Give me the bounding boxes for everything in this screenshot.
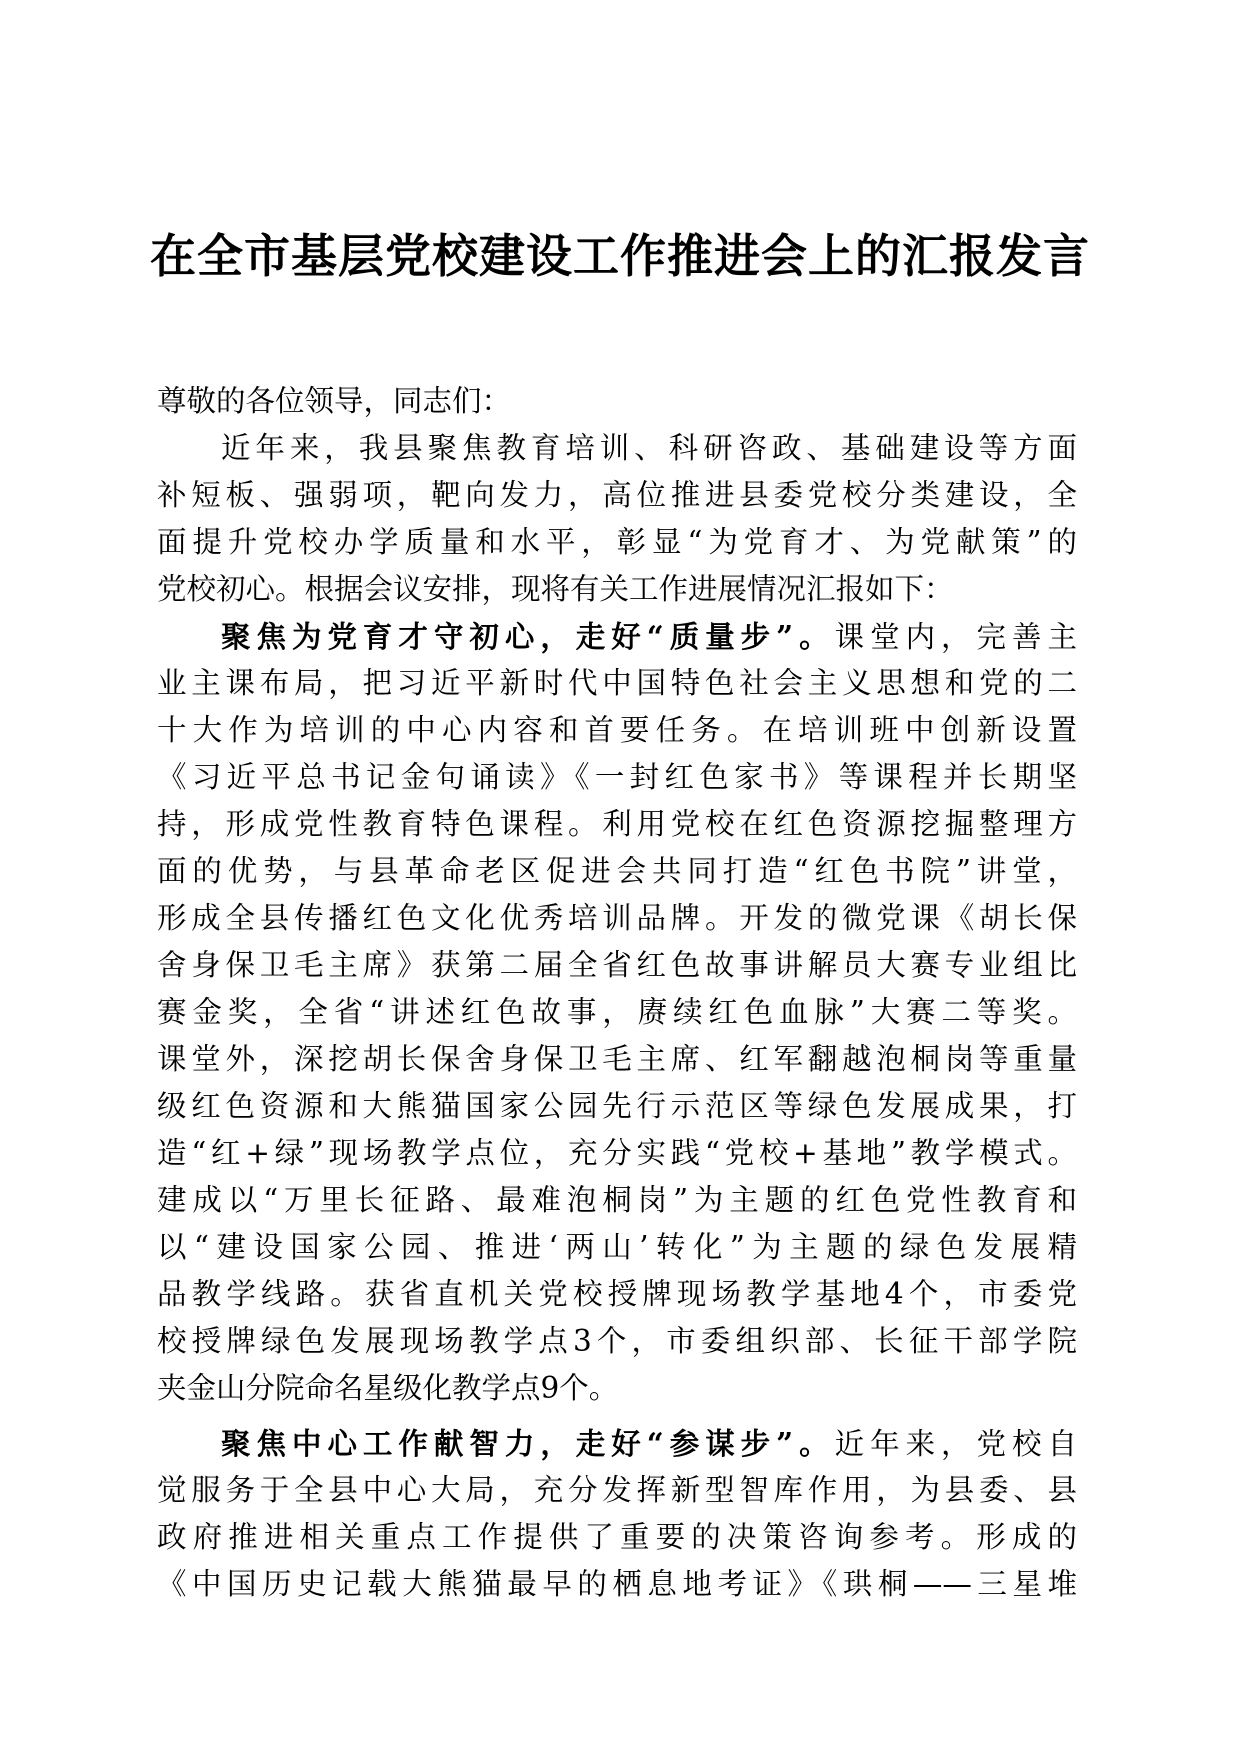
paragraph-text: 近年来，党校自 [834, 1427, 1077, 1461]
paragraph-line: 政府推进相关重点工作提供了重要的决策咨询参考。形成的 [157, 1520, 1077, 1554]
section-heading: 聚焦中心工作献智力，走好“参谋步”。 [221, 1426, 835, 1461]
paragraph-line: 觉服务于全县中心大局，充分发挥新型智库作用，为县委、县 [157, 1473, 1077, 1507]
section-first-line [157, 1420, 1077, 1467]
paragraph-line: 面的优势，与县革命老区促进会共同打造“红色书院”讲堂， [157, 854, 1077, 888]
paragraph-gap [157, 1412, 1077, 1420]
document-title: 在全市基层党校建设工作推进会上的汇报发言 [150, 229, 1090, 283]
paragraph-line: 党校初心。根据会议安排，现将有关工作进展情况汇报如下： [157, 572, 954, 606]
paragraph-line: 以“建设国家公园、推进‘两山’转化”为主题的绿色发展精 [157, 1230, 1077, 1264]
paragraph-line: 形成全县传播红色文化优秀培训品牌。开发的微党课《胡长保 [157, 901, 1077, 935]
paragraph-line: 品教学线路。获省直机关党校授牌现场教学基地4个，市委党 [157, 1277, 1077, 1311]
paragraph-line: 夹金山分院命名星级化教学点9个。 [157, 1371, 619, 1405]
paragraph-line: 校授牌绿色发展现场教学点3个，市委组织部、长征干部学院 [157, 1324, 1077, 1358]
paragraph-line: 面提升党校办学质量和水平，彰显“为党育才、为党献策”的 [157, 525, 1077, 559]
paragraph-line: 补短板、强弱项，靶向发力，高位推进县委党校分类建设，全 [157, 478, 1077, 512]
paragraph-line: 近年来，我县聚焦教育培训、科研咨政、基础建设等方面 [221, 431, 1077, 465]
paragraph-line: 赛金奖，全省“讲述红色故事，赓续红色血脉”大赛二等奖。 [157, 995, 1077, 1029]
paragraph-line: 级红色资源和大熊猫国家公园先行示范区等绿色发展成果，打 [157, 1089, 1077, 1123]
paragraph-line: 业主课布局，把习近平新时代中国特色社会主义思想和党的二 [157, 666, 1077, 700]
section-heading: 聚焦为党育才守初心，走好“质量步”。 [221, 619, 835, 654]
salutation: 尊敬的各位领导，同志们： [157, 384, 512, 418]
paragraph-line: 《习近平总书记金句诵读》《一封红色家书》等课程并长期坚 [157, 760, 1077, 794]
paragraph-line: 十大作为培训的中心内容和首要任务。在培训班中创新设置 [157, 713, 1077, 747]
paragraph-line: 课堂外，深挖胡长保舍身保卫毛主席、红军翻越泡桐岗等重量 [157, 1042, 1077, 1076]
section-first-line [157, 613, 1077, 660]
paragraph-line: 舍身保卫毛主席》获第二届全省红色故事讲解员大赛专业组比 [157, 948, 1077, 982]
paragraph-line: 建成以“万里长征路、最难泡桐岗”为主题的红色党性教育和 [157, 1183, 1077, 1217]
document-body [157, 378, 1077, 1608]
paragraph-line: 《中国历史记载大熊猫最早的栖息地考证》《珙桐——三星堆 [157, 1567, 1077, 1601]
paragraph-line: 持，形成党性教育特色课程。利用党校在红色资源挖掘整理方 [157, 807, 1077, 841]
paragraph-line: 造“红+绿”现场教学点位，充分实践“党校+基地”教学模式。 [157, 1136, 1077, 1170]
paragraph-text: 课堂内，完善主 [834, 620, 1077, 654]
